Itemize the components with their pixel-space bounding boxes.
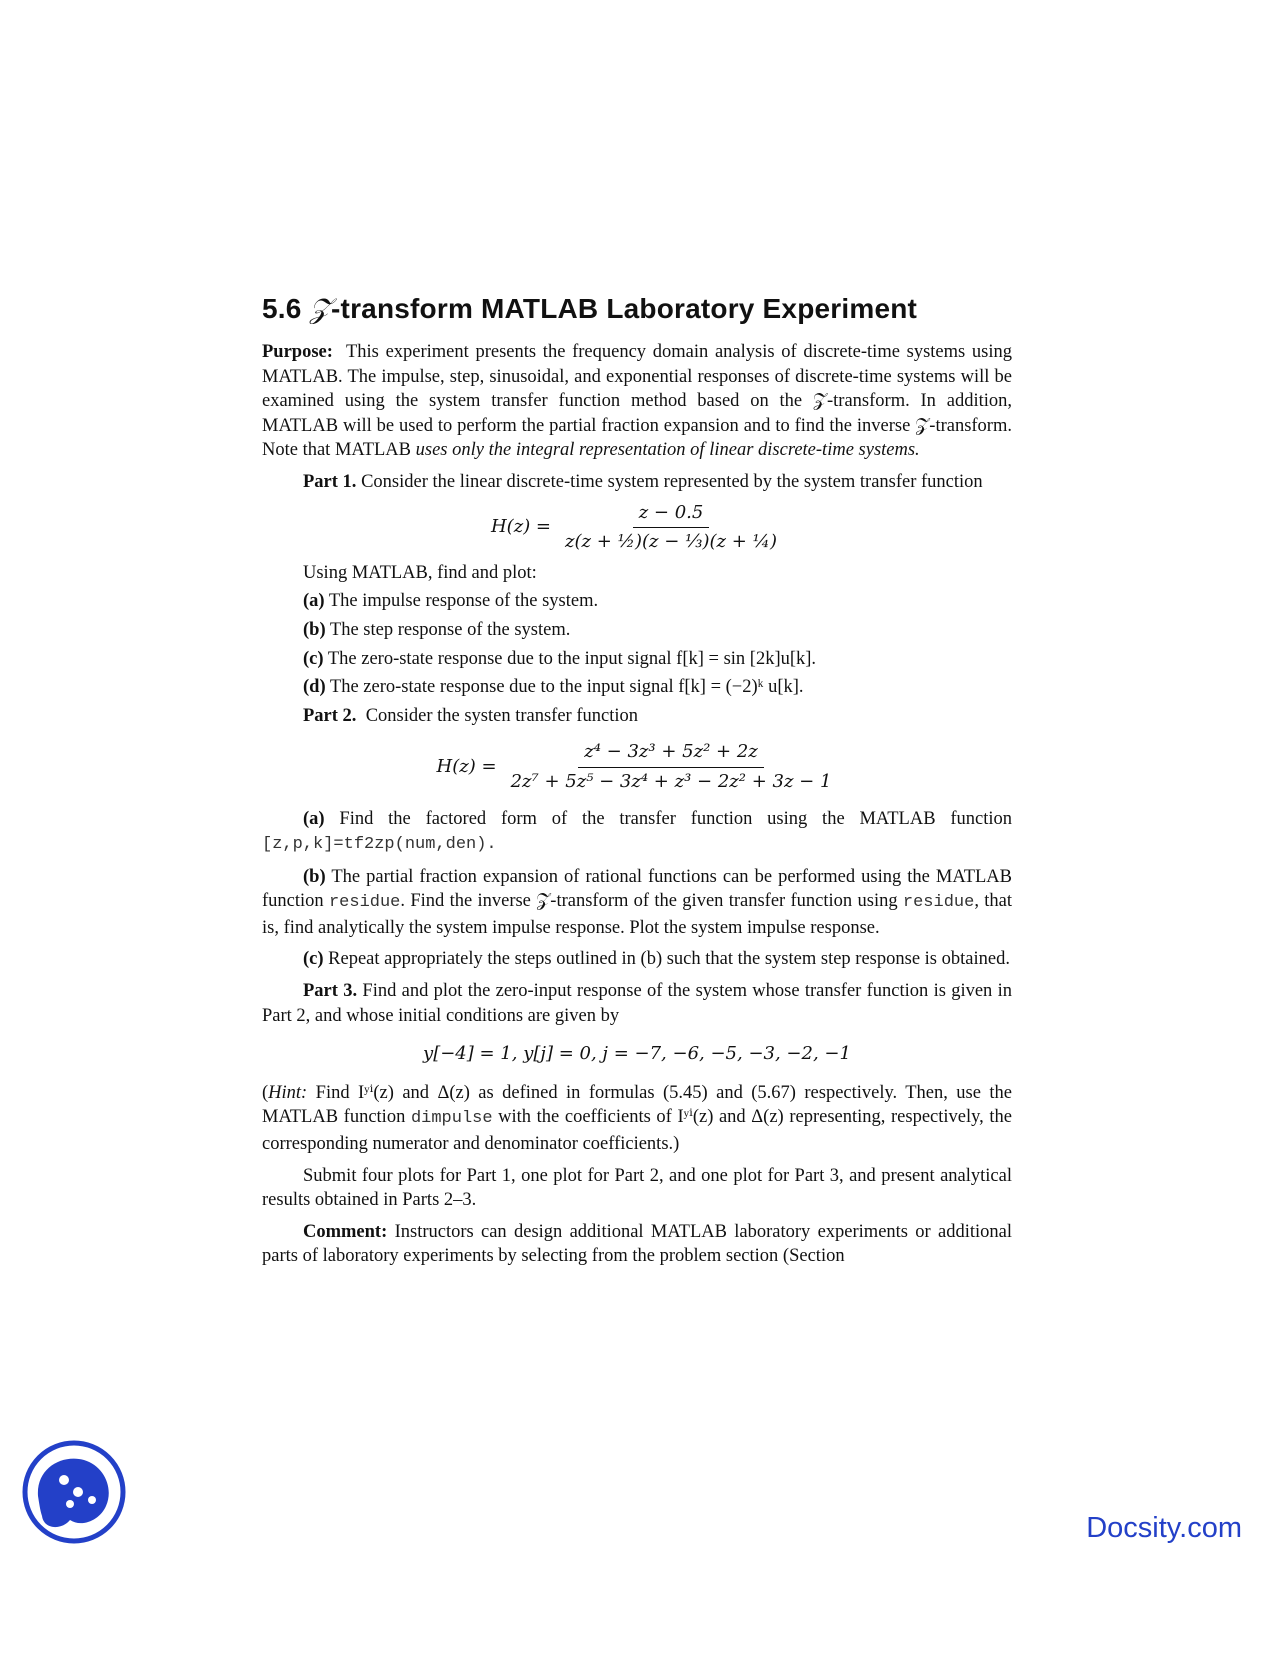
fraction: $\frac{z - 0.5}{\text{z(z + ½)(z − ⅓)(z + ¼)}}$ — [565, 501, 777, 553]
part1-paragraph: Part 1. Consider the linear discrete-time system represented by the system transfer function — [303, 471, 983, 492]
section-title — [262, 292, 1012, 326]
section-number: 5.6 — [262, 293, 302, 324]
part2-b: (b) The partial fraction expansion of rational functions can be performed using the MATLAB function residue. Find the inverse 𝒵-transform of the given transfer function using residue, that is, find analytically the system impulse response. Plot the system impulse response. — [262, 866, 1012, 938]
part3-paragraph: Part 3. Find and plot the zero-input response of the system whose transfer function is given in Part 2, and whose initial conditions are given by — [262, 981, 1012, 1026]
part2-heading: Part 2. Consider the systen transfer function — [303, 705, 638, 726]
part1-item-b: (b) The step response of the system. — [303, 619, 571, 640]
part2-a: (a) Find the factored form of the transfer function using the MATLAB function [z,p,k]=tf2zp(num,den). — [262, 808, 1013, 855]
initial-conditions-equation: y[−4] = 1, y[j] = 0, j = −7, −6, −5, −3, −2, −1 — [423, 1043, 851, 1065]
part1-item-c: (c) The zero-state response due to the input signal f[k] = sin [2k]u[k]. — [303, 648, 817, 669]
part1-item-a: (a) The impulse response of the system. — [303, 591, 599, 612]
part1-item-d: (d) The zero-state response due to the input signal f[k] = (−2)ᵏ u[k]. — [303, 677, 804, 698]
code-tf2zp: [z,p,k]=tf2zp(num,den). — [262, 835, 497, 855]
hint-paragraph: (Hint: Find Iʸⁱ(z) and Δ(z) as defined in formulas (5.45) and (5.67) respectively. Then, use the MATLAB function dimpulse with the coefficients of Iʸⁱ(z) and Δ(z) representing, respectively, the corresponding numerator and denominator coefficients.) — [262, 1082, 1013, 1155]
part2-equation: H(z) = $\frac{\text{z⁴ − 3z³ + 5z² + 2z}}{\text{2z⁷ + 5z⁵ − 3z⁴ + z³ − 2z² + 3z − 1}}$ — [262, 740, 1012, 794]
document-page — [262, 292, 1012, 1269]
section-title-text: -transform MATLAB Laboratory Experiment — [331, 293, 918, 324]
part2-c: (c) Repeat appropriately the steps outlined in (b) such that the system step response is obtained. — [303, 949, 1010, 970]
part1-intro: Using MATLAB, find and plot: — [303, 562, 537, 583]
z-symbol: 𝒵 — [309, 292, 332, 325]
comment-paragraph: Comment: Instructors can design additional MATLAB laboratory experiments or additional parts of laboratory experiments by selecting from the problem section (Section — [262, 1221, 1013, 1267]
docsity-logo-icon — [22, 1440, 126, 1544]
code-dimpulse: dimpulse — [410, 1109, 493, 1129]
part1-equation: H(z) = $\frac{z - 0.5}{\text{z(z + ½)(z − ⅓)(z + ¼)}}$ — [262, 501, 1012, 555]
code-residue: residue — [902, 893, 975, 913]
submit-paragraph: Submit four plots for Part 1, one plot for Part 2, and one plot for Part 3, and present analytical results obtained in Parts 2–3. — [262, 1165, 1012, 1211]
fraction: $\frac{\text{z⁴ − 3z³ + 5z² + 2z}}{\text{2z⁷ + 5z⁵ − 3z⁴ + z³ − 2z² + 3z − 1}}$ — [510, 741, 832, 792]
purpose-label: Purpose: — [262, 342, 333, 362]
docsity-watermark[interactable]: Docsity.com — [1086, 1512, 1242, 1544]
code-residue: residue — [328, 893, 401, 913]
purpose-paragraph: Purpose: This experiment presents the frequency domain analysis of discrete-time systems using MATLAB. The impulse, step, sinusoidal, and exponential responses of discrete-time systems will be examined using the system transfer function method based on the 𝒵-transform. In addition, MATLAB will be used to perform the partial fraction expansion and to find the inverse 𝒵-transform. Note that MATLAB uses only the integral representation of linear discrete-time systems. — [262, 342, 1012, 461]
